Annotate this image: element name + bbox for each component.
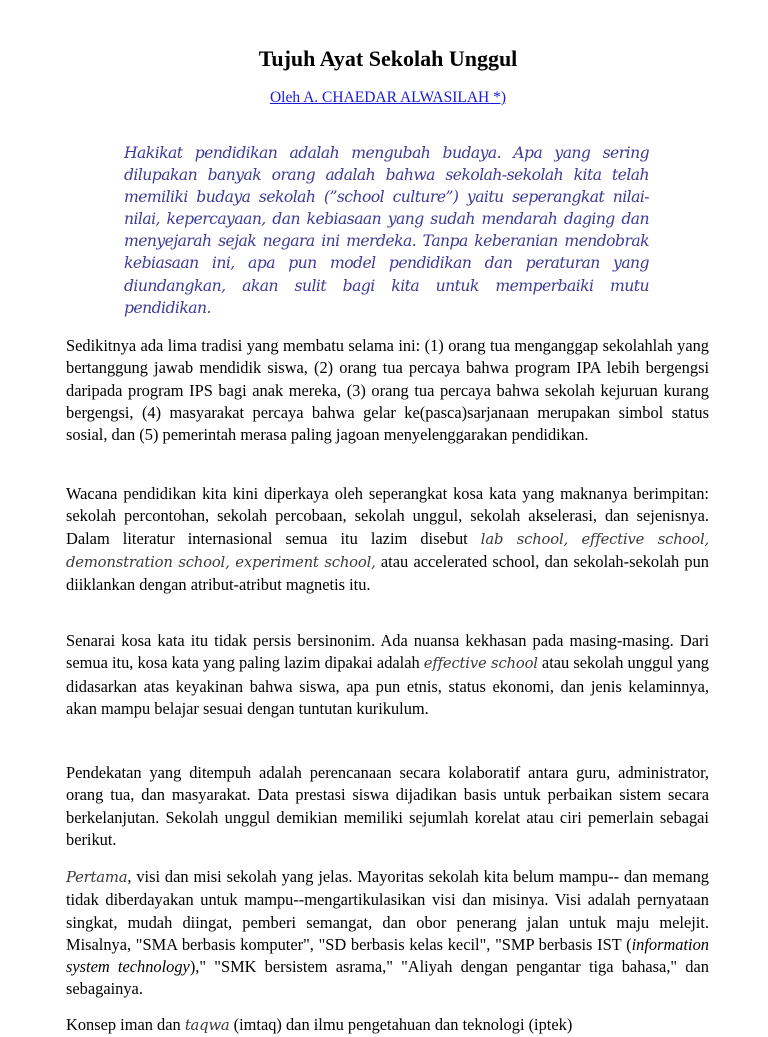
paragraph-6 [66,1014,709,1037]
paragraph-2-text-b: atau accelerated school, dan sekolah-sekolah pun diiklankan dengan atribut-atribut magnetis itu. [66,551,709,595]
paragraph-6-text-a: Konsep iman dan [66,1015,185,1034]
paragraph-5 [66,866,709,1001]
paragraph-5-term: Pertama [66,869,128,886]
paragraph-4: Pendekatan yang ditempuh adalah perencanaan secara kolaboratif antara guru, administrator, orang tua, dan masyarakat. Data prestasi siswa dijadikan basis untuk perbaikan sistem secara berkelanjutan. Sekolah unggul demikian memiliki sejumlah korelat atau ciri pemerlain sebagai berikut. [66,763,709,849]
document-title: Tujuh Ayat Sekolah Unggul [258,46,518,71]
paragraph-3 [66,630,709,720]
paragraph-5-text-b: )," "SMK bersistem asrama," "Aliyah dengan pengantar tiga bahasa," dan sebagainya. [66,957,709,999]
paragraph-6-term: taqwa [184,1017,230,1034]
paragraph-2-text-a: Wacana pendidikan kita kini diperkaya oleh seperangkat kosa kata yang maknanya berimpitan: sekolah percontohan, sekolah percobaan, sekolah unggul, sekolah akselerasi, dan sejenisnya. Dalam literatur internasional semua itu lazim disebut [66,484,709,548]
paragraph-2 [66,483,709,596]
paragraph-1: Sedikitnya ada lima tradisi yang membatu selama ini: (1) orang tua menganggap sekolahlah yang bertanggung jawab mendidik siswa, (2) orang tua percaya bahwa program IPA lebih bergengsi daripada program IPS bagi anak mereka, (3) orang tua percaya bahwa sekolah kejuruan kurang bergengsi, (4) masyarakat percaya bahwa gelar ke(pasca)sarjanaan merupakan simbol status sosial, dan (5) pemerintah merasa paling jagoan menyelenggarakan pendidikan. [66,336,709,445]
author-link[interactable]: Oleh A. CHAEDAR ALWASILAH *) [269,89,507,106]
abstract: Hakikat pendidikan adalah mengubah budaya. Apa yang sering dilupakan banyak orang adalah bahwa sekolah-sekolah kita telah memiliki budaya sekolah (”school culture”) yaitu seperangkat nilai-nilai, kepercayaan, dan kebiasaan yang sudah mendarah daging dan menyejarah sejak negara ini merdeka. Tanpa keberanian mendobrak kebiasaan ini, apa pun model pendidikan dan peraturan yang diundangkan, akan sulit bagi kita untuk memperbaiki mutu pendidikan. [124,144,649,317]
paragraph-3-term: effective school [423,655,538,673]
paragraph-2-terms: lab school, effective school, demonstration school, experiment school, [66,530,709,571]
paragraph-3-text-b: atau sekolah unggul yang didasarkan atas keyakinan bahwa siswa, apa pun etnis, status ekonomi, dan jenis kelaminnya, akan mampu belajar sesuai dengan tuntutan kurikulum. [66,653,709,718]
paragraph-5-text-a: , visi dan misi sekolah yang jelas. Mayoritas sekolah kita belum mampu-- dan memang tidak diberdayakan untuk mampu--mengartikulasikan visi dan misinya. Visi adalah pernyataan singkat, mudah diingat, pemberi semangat, dan obor penerang jalan untuk maju melejit. Misalnya, "SMA berbasis komputer", "SD berbasis kelas kecil", "SMP berbasis IST ( [66,867,709,954]
author-line [0,89,768,107]
paragraph-6-text-b: (imtaq) dan ilmu pengetahuan dan teknologi (iptek) [229,1015,573,1034]
paragraph-5-term-2: information system technology [66,934,709,977]
paragraph-3-text-a: Senarai kosa kata itu tidak persis bersinonim. Ada nuansa kekhasan pada masing-masing. Dari semua itu, kosa kata yang paling lazim dipakai adalah [66,631,709,673]
